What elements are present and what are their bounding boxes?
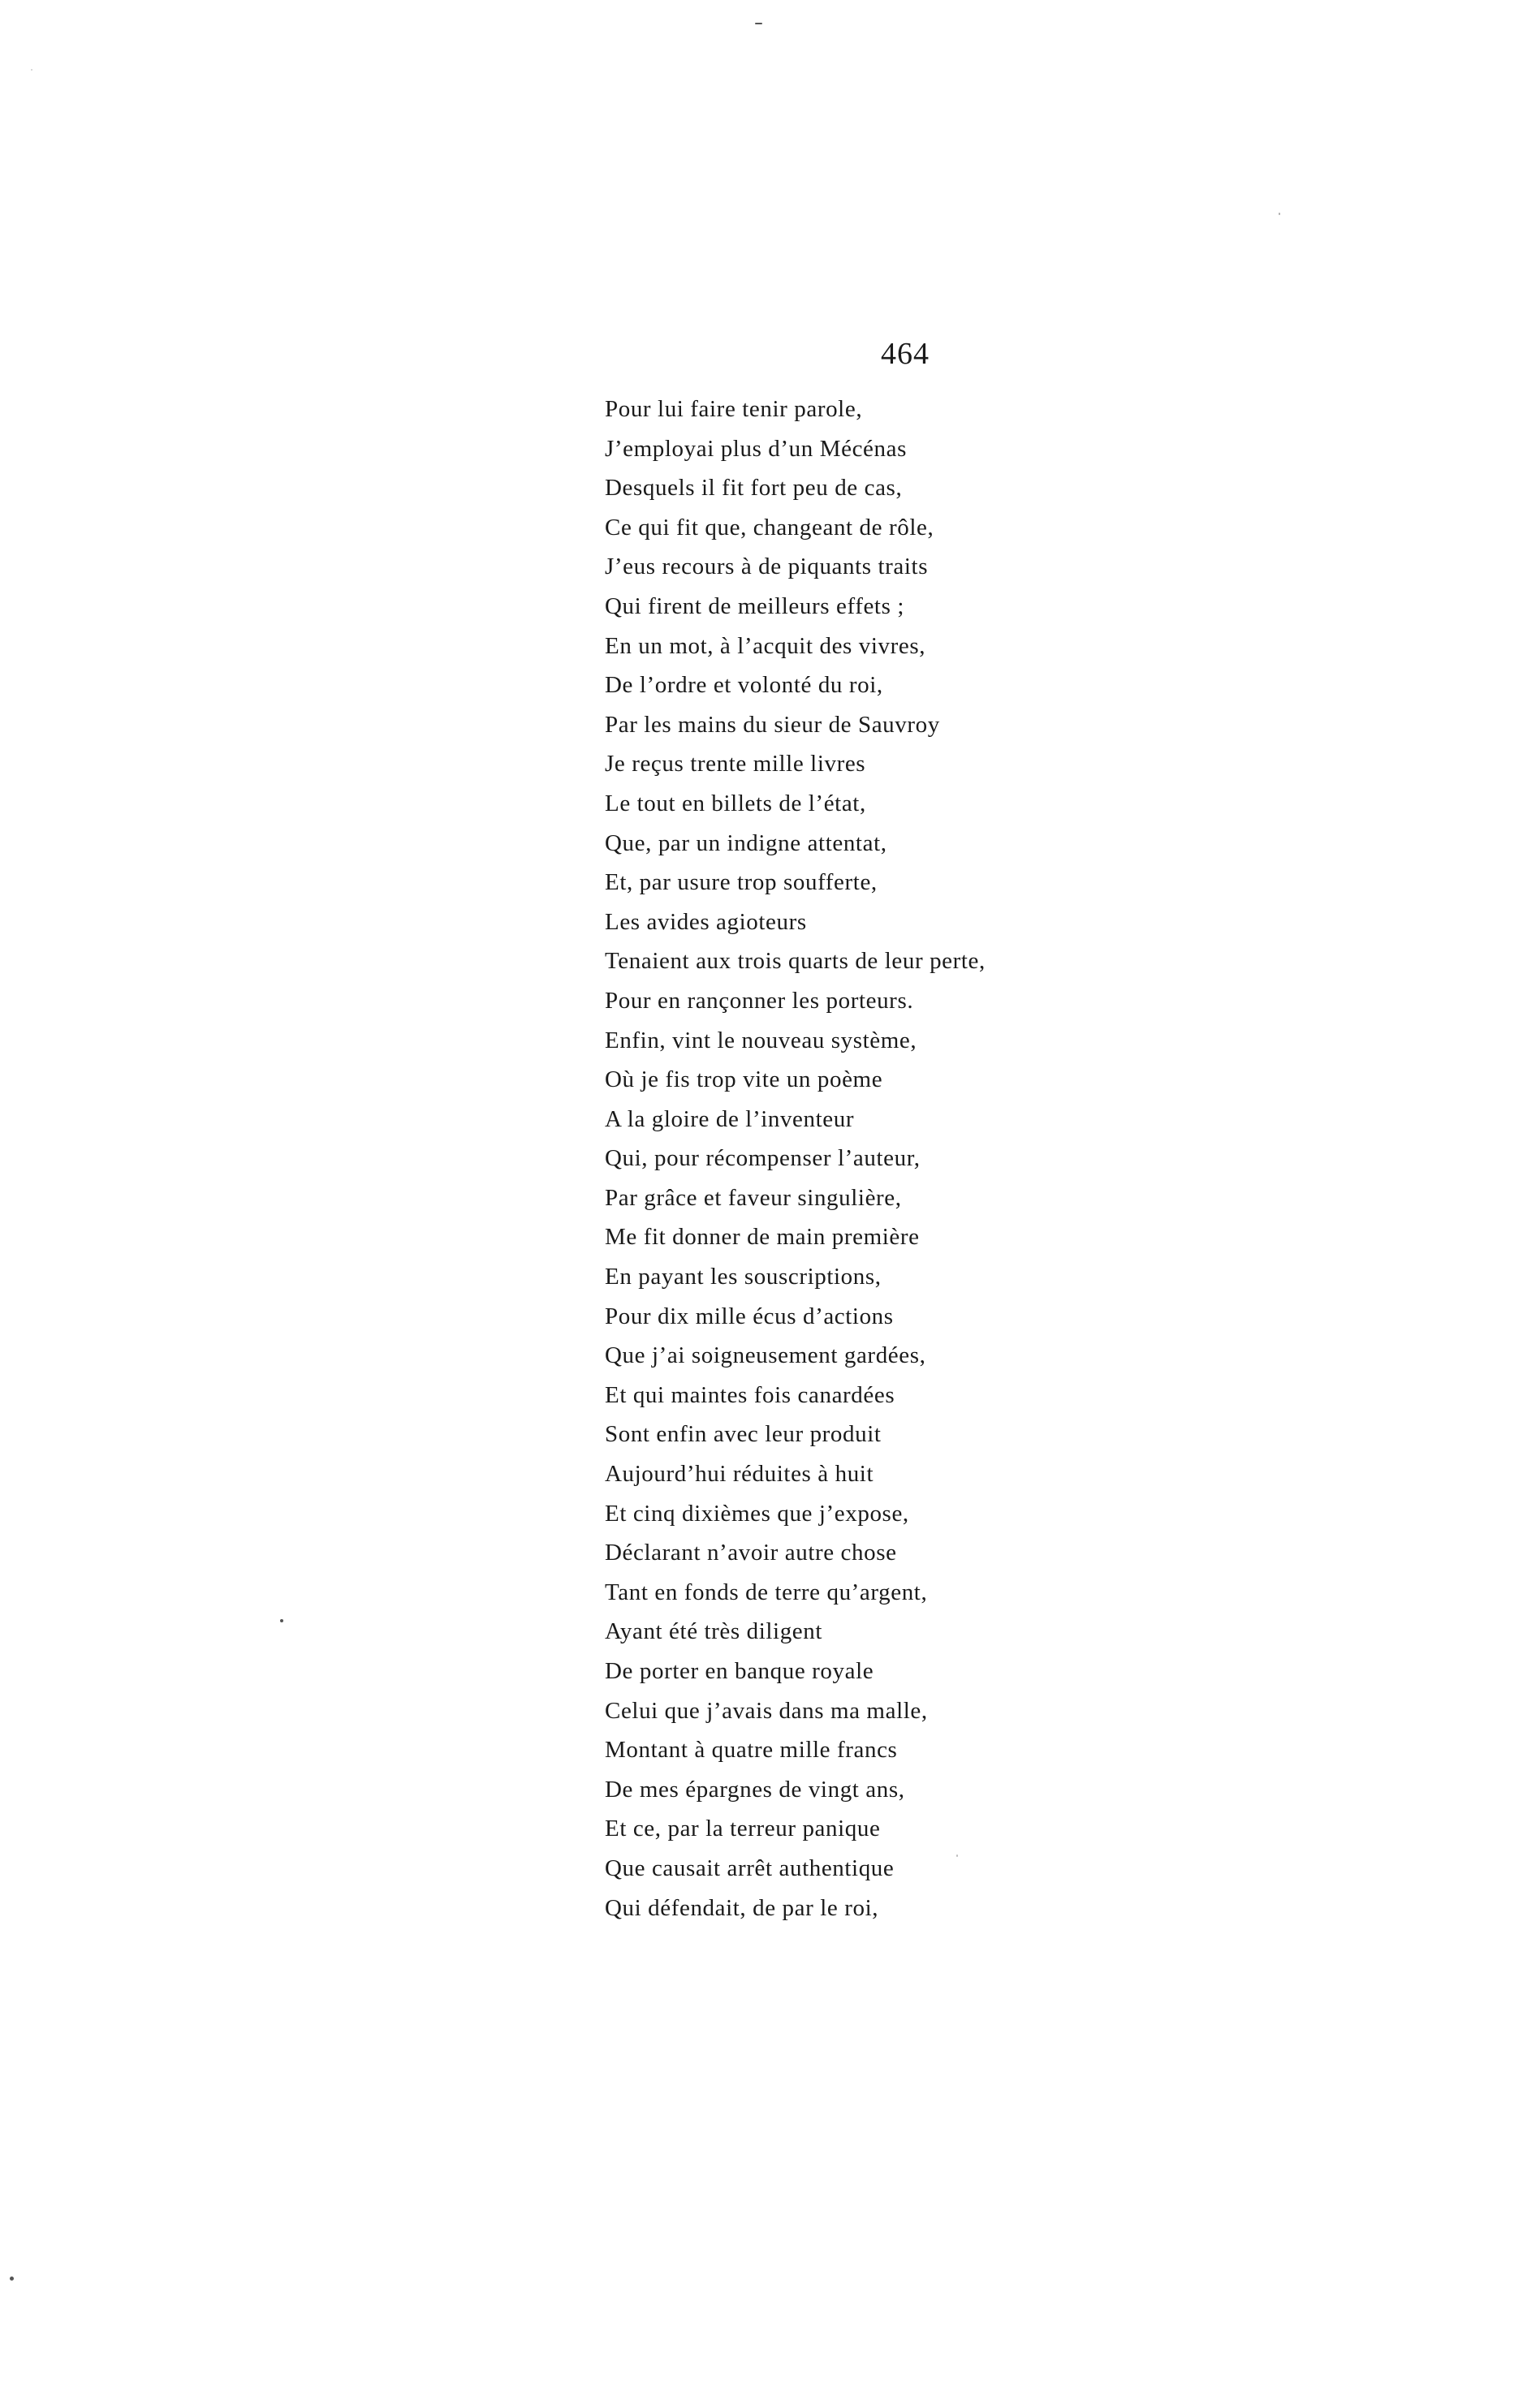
poem-line: Par grâce et faveur singulière,: [605, 1184, 902, 1211]
poem-line: Et, par usure trop soufferte,: [605, 869, 878, 896]
print-speck: [755, 23, 762, 24]
poem-line: Et ce, par la terreur panique: [605, 1816, 881, 1842]
poem-line: Qui firent de meilleurs effets ;: [605, 592, 904, 619]
poem-line: Que causait arrêt authentique: [605, 1854, 895, 1881]
poem-line: De mes épargnes de vingt ans,: [605, 1776, 905, 1803]
poem-line: De l’ordre et volonté du roi,: [605, 672, 883, 699]
poem-line: Aujourd’hui réduites à huit: [605, 1461, 874, 1488]
poem-text: [605, 390, 1335, 1928]
poem-line: Et qui maintes fois canardées: [605, 1381, 895, 1408]
poem-line: Sont enfin avec leur produit: [605, 1421, 882, 1448]
poem-line: Enfin, vint le nouveau système,: [605, 1027, 917, 1053]
poem-line: Et cinq dixièmes que j’expose,: [605, 1500, 909, 1527]
poem-line: A la gloire de l’inventeur: [605, 1105, 855, 1132]
poem-line: Pour lui faire tenir parole,: [605, 396, 863, 422]
poem-line: De porter en banque royale: [605, 1658, 874, 1684]
poem-line: Qui défendait, de par le roi,: [605, 1894, 879, 1921]
poem-line: Qui, pour récompenser l’auteur,: [605, 1145, 921, 1172]
poem-line: Que j’ai soigneusement gardées,: [605, 1342, 926, 1369]
print-speck: [1279, 213, 1280, 215]
poem-line: Les avides agioteurs: [605, 908, 807, 935]
poem-line: Le tout en billets de l’état,: [605, 790, 866, 816]
poem-line: Déclarant n’avoir autre chose: [605, 1540, 897, 1566]
poem-line: Celui que j’avais dans ma malle,: [605, 1697, 928, 1724]
poem-line: En payant les souscriptions,: [605, 1264, 882, 1290]
poem-line: Que, par un indigne attentat,: [605, 829, 887, 856]
poem-line: Ayant été très diligent: [605, 1618, 823, 1645]
poem-line: En un mot, à l’acquit des vivres,: [605, 632, 926, 659]
poem-line: Pour dix mille écus d’actions: [605, 1303, 894, 1329]
poem-line: Tant en fonds de terre qu’argent,: [605, 1579, 928, 1605]
poem-line: Montant à quatre mille francs: [605, 1737, 898, 1764]
print-speck: [10, 2277, 14, 2281]
poem-line: Tenaient aux trois quarts de leur perte,: [605, 948, 986, 975]
poem-line: Où je fis trop vite un poème: [605, 1066, 883, 1093]
poem-line: Me fit donner de main première: [605, 1224, 920, 1251]
poem-line: Ce qui fit que, changeant de rôle,: [605, 514, 934, 541]
page-number: 464: [881, 337, 930, 371]
poem-line: Pour en rançonner les porteurs.: [605, 987, 914, 1014]
poem-line: J’eus recours à de piquants traits: [605, 554, 929, 580]
poem-line: J’employai plus d’un Mécénas: [605, 435, 907, 462]
poem-line: Par les mains du sieur de Sauvroy: [605, 711, 940, 738]
print-speck: [280, 1619, 283, 1622]
poem-line: Je reçus trente mille livres: [605, 751, 866, 778]
poem-line: Desquels il fit fort peu de cas,: [605, 475, 903, 502]
print-speck: [31, 69, 32, 71]
